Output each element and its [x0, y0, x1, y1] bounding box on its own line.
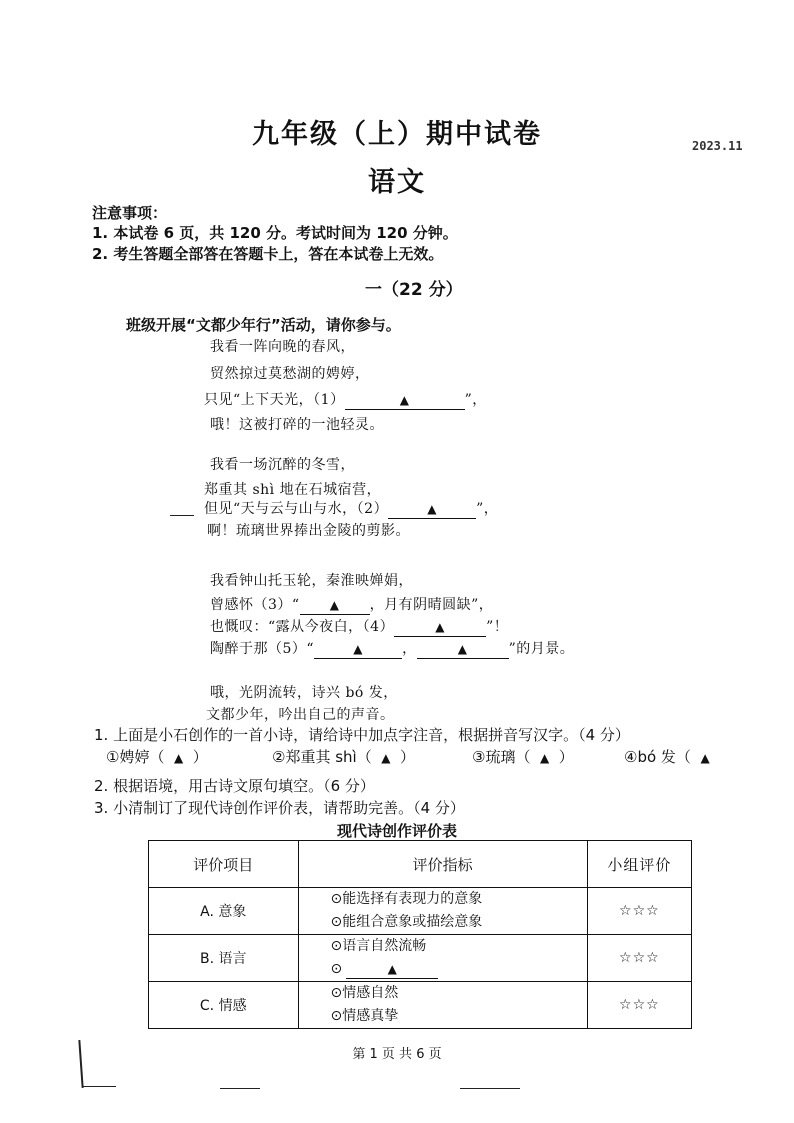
- rating-stars: ☆☆☆: [587, 888, 691, 935]
- table-row: [149, 982, 692, 1029]
- eval-item: C. 情感: [149, 982, 299, 1029]
- rating-stars: ☆☆☆: [587, 935, 691, 982]
- table-title: 现代诗创作评价表: [336, 822, 457, 840]
- date-stamp: 2023.11: [692, 139, 743, 153]
- triangle-icon: ▲: [174, 751, 184, 765]
- poem-line: 啊！琉璃世界捧出金陵的剪影。: [207, 523, 410, 539]
- poem-line: 我看钟山托玉轮，秦淮映婵娟，: [210, 573, 413, 589]
- poem-text: ”，: [476, 501, 499, 517]
- poem-line: 我看一场沉醉的冬雪，: [210, 457, 355, 473]
- table-row: [149, 935, 692, 982]
- criteria-line: ⊙能组合意象或描绘意象: [330, 914, 483, 930]
- notice-heading: 注意事项：: [92, 204, 168, 222]
- answer-blank-4: [394, 620, 486, 637]
- eval-criteria: [298, 888, 587, 935]
- criteria-line-with-blank: ⊙ ▲: [299, 958, 587, 981]
- notice-item-2: 2. 考生答题全部答在答题卡上，答在本试卷上无效。: [92, 245, 444, 263]
- question-3: 3. 小清制订了现代诗创作评价表，请帮助完善。（4 分）: [94, 799, 465, 817]
- table-row: [149, 888, 692, 935]
- question-1: 1. 上面是小石创作的一首小诗，请给诗中加点字注音，根据拼音写汉字。（4 分）: [94, 726, 630, 744]
- triangle-icon: ▲: [387, 962, 397, 976]
- scan-mark: [460, 1088, 520, 1089]
- scan-mark: [170, 515, 194, 516]
- poem-line: 哦，光阴流转，诗兴 bó 发，: [210, 685, 398, 701]
- criteria-line: ⊙能选择有表现力的意象: [330, 891, 483, 907]
- poem-text: 只见“上下天光，（1）: [204, 392, 345, 408]
- poem-text: ，月有阴晴圆缺”，: [369, 597, 494, 613]
- criteria-line: ⊙情感自然: [330, 985, 399, 1001]
- eval-item: A. 意象: [149, 888, 299, 935]
- poem-line-with-blank: [210, 638, 574, 659]
- poem-text: ”，: [464, 392, 487, 408]
- poem-text: ”！: [486, 619, 509, 635]
- poem-line-with-blank: [204, 498, 498, 519]
- eval-criteria: [298, 982, 587, 1029]
- q1-option-4: ④bó 发（ ▲: [624, 748, 710, 766]
- q1-option-1: ①娉婷（ ▲ ）: [106, 748, 208, 766]
- eval-item: B. 语言: [149, 935, 299, 982]
- poem-line: 文都少年，吟出自己的声音。: [206, 707, 395, 723]
- scan-mark: [220, 1088, 260, 1089]
- poem-line-with-blank: [210, 616, 508, 637]
- evaluation-table: [148, 840, 692, 1029]
- answer-blank-table: [346, 962, 438, 979]
- poem-text: ，: [402, 641, 417, 657]
- question-2: 2. 根据语境，用古诗文原句填空。（6 分）: [94, 777, 375, 795]
- triangle-icon: ▲: [353, 642, 363, 656]
- poem-line: 我看一阵向晚的春风，: [210, 339, 355, 355]
- page-footer: 第 1 页 共 6 页: [352, 1047, 442, 1062]
- triangle-icon: ▲: [700, 751, 710, 765]
- answer-blank-5a: [314, 642, 402, 659]
- triangle-icon: ▲: [427, 502, 437, 516]
- poem-text: 陶醉于那（5）“: [210, 641, 315, 657]
- table-header-row: [149, 841, 692, 888]
- triangle-icon: ▲: [381, 751, 391, 765]
- poem-line: 贸然掠过莫愁湖的娉婷，: [210, 366, 370, 382]
- triangle-icon: ▲: [540, 751, 550, 765]
- column-header: 评价项目: [149, 841, 299, 888]
- column-header: 评价指标: [298, 841, 587, 888]
- poem-line-with-blank: [204, 389, 487, 410]
- criteria-line: ⊙情感真挚: [330, 1008, 399, 1024]
- poem-text: 也慨叹：“露从今夜白，（4）: [210, 619, 395, 635]
- poem-line: 哦！这被打碎的一池轻灵。: [210, 417, 384, 433]
- triangle-icon: ▲: [399, 393, 410, 407]
- poem-text: 曾感怀（3）“: [210, 597, 300, 613]
- criteria-line: ⊙语言自然流畅: [330, 938, 427, 954]
- answer-blank-5b: [417, 642, 509, 659]
- scan-mark: [82, 1086, 116, 1087]
- answer-blank-2: [388, 502, 476, 519]
- answer-blank-1: [345, 393, 465, 410]
- poem-text: ”的月景。: [508, 641, 575, 657]
- triangle-icon: ▲: [435, 620, 445, 634]
- column-header: 小组评价: [587, 841, 691, 888]
- poem-line: 郑重其 shì 地在石城宿营，: [204, 482, 382, 498]
- section-title: 一（22 分）: [365, 280, 463, 300]
- q1-option-3: ③琉璃（ ▲ ）: [472, 748, 574, 766]
- rating-stars: ☆☆☆: [587, 982, 691, 1029]
- exam-title: 九年级（上）期中试卷: [252, 119, 542, 150]
- subject-title: 语文: [368, 167, 426, 198]
- poem-line-with-blank: [210, 594, 493, 615]
- answer-blank-3: [300, 598, 370, 615]
- q1-option-2: ②郑重其 shì（ ▲ ）: [272, 748, 416, 766]
- section-intro: 班级开展“文都少年行”活动，请你参与。: [126, 316, 401, 334]
- notice-item-1: 1. 本试卷 6 页，共 120 分。考试时间为 120 分钟。: [92, 224, 458, 242]
- eval-criteria: [298, 935, 587, 982]
- triangle-icon: ▲: [457, 642, 468, 656]
- poem-text: 但见“天与云与山与水，（2）: [204, 501, 389, 517]
- triangle-icon: ▲: [329, 598, 340, 612]
